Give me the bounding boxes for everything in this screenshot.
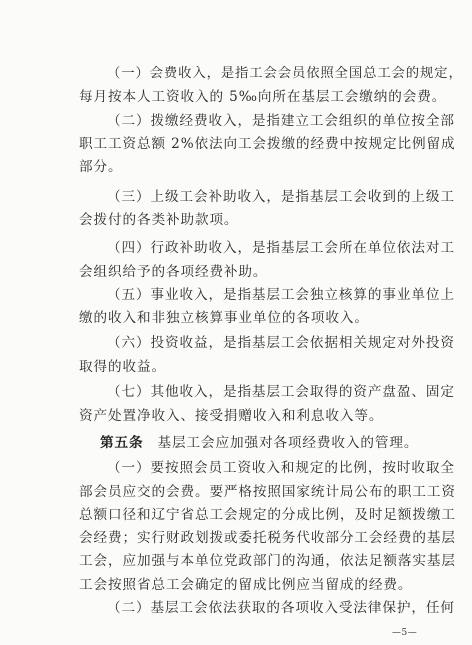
text-line: 部会员应交的会费。要严格按照国家统计局公布的职工工资 [79,484,456,500]
text-line: （四）行政补助收入，是指基层工会所在单位依法对工 [107,240,455,256]
text-line: （二）拨缴经费收入，是指建立工会组织的单位按全部 [107,113,455,129]
text-line: （二）基层工会依法获取的各项收入受法律保护，任何 [107,600,455,616]
text-line: 会组织给予的各项经费补助。 [79,264,268,280]
text-line: （五）事业收入，是指基层工会独立核算的事业单位上 [107,287,455,303]
text-line: 会拨付的各类补助款项。 [79,212,239,228]
text-line: 总额口径和辽宁省总工会规定的分成比例，及时足额拨缴工 [79,507,456,523]
text-line: 资产处置净收入、接受捐赠收入和利息收入等。 [79,408,384,424]
text-line: 每月按本人工资收入的 5‰向所在基层工会缴纳的会费。 [79,89,447,105]
article-heading: 第五条 [100,435,144,451]
text-line: 工会按照省总工会确定的留成比例应当留成的经费。 [79,577,413,593]
text-line: 职工工资总额 2%依法向工会拨缴的经费中按规定比例留成 [79,136,456,152]
text-line: 工会，应加强与本单位党政部门的沟通，依法足额落实基层 [79,553,456,569]
page-number: —5— [392,628,418,638]
text-line: 部分。 [79,159,123,175]
text-line: （六）投资收益，是指基层工会依据相关规定对外投资 [107,335,455,351]
text-line: 取得的收益。 [79,359,166,375]
article-line [100,435,418,451]
text-line: 缴的收入和非独立核算事业单位的各项收入。 [79,310,369,326]
text-line: （七）其他收入，是指基层工会取得的资产盘盈、固定 [107,384,455,400]
text-line: （一）要按照会员工资收入和规定的比例，按时收取全 [107,460,455,476]
article-text: 基层工会应加强对各项经费收入的管理。 [157,435,419,451]
text-line: （三）上级工会补助收入，是指基层工会收到的上级工 [107,189,455,205]
text-line: 会经费；实行财政划拨或委托税务代收部分工会经费的基层 [79,530,456,546]
text-line: （一）会费收入，是指工会会员依照全国总工会的规定， [107,66,463,81]
